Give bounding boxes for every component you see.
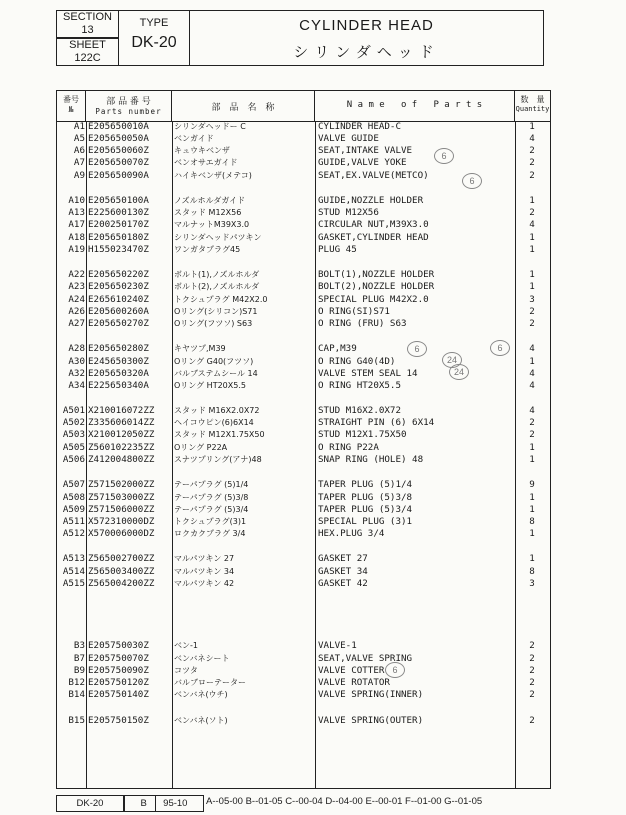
table-row <box>57 677 550 689</box>
table-row <box>57 318 550 330</box>
quantity: 1 <box>529 281 535 292</box>
quantity: 2 <box>529 306 535 317</box>
table-header <box>57 91 550 122</box>
part-no: A509 <box>62 504 85 515</box>
table-row <box>57 306 550 318</box>
quantity: 1 <box>529 121 535 132</box>
part-no: B12 <box>68 677 85 688</box>
part-name-en: BOLT(1),NOZZLE HOLDER <box>318 269 435 280</box>
part-name-jp: ヘイコウピン(6)6X14 <box>174 418 254 427</box>
quantity: 2 <box>529 677 535 688</box>
handwritten-note: 6 <box>490 340 510 356</box>
quantity: 2 <box>529 417 535 428</box>
sheet-label: SHEET <box>69 39 106 51</box>
col-name-jp-label: 部 品 名 称 <box>211 103 275 113</box>
part-no: A514 <box>62 566 85 577</box>
part-number: Z565004200ZZ <box>88 578 155 589</box>
part-no: A22 <box>68 269 85 280</box>
part-no: A501 <box>62 405 85 416</box>
footer-model: DK-20 <box>56 795 124 812</box>
handwritten-note: 6 <box>385 662 405 678</box>
part-name-jp: テーパプラグ (5)1/4 <box>174 480 249 489</box>
part-number: E205650270Z <box>88 318 149 329</box>
part-name-en: VALVE ROTATOR <box>318 677 390 688</box>
part-name-jp: スタッド M16X2.0X72 <box>174 406 260 415</box>
table-row <box>57 429 550 441</box>
part-name-jp: マルパツキン 34 <box>174 567 235 576</box>
part-name-en: CYLINDER HEAD-C <box>318 121 401 132</box>
part-no: A513 <box>62 553 85 564</box>
part-number: X570006000DZ <box>88 528 155 539</box>
table-row <box>57 368 550 380</box>
part-name-jp: ロクカクプラグ 3/4 <box>174 529 246 538</box>
quantity: 1 <box>529 528 535 539</box>
table-row <box>57 244 550 256</box>
part-number: E205600260A <box>88 306 149 317</box>
part-name-jp: ノズルホルダガイド <box>174 196 246 205</box>
part-name-jp: Oリング P22A <box>174 443 228 452</box>
part-number: E265610240Z <box>88 294 149 305</box>
table-row <box>57 528 550 540</box>
part-no: A34 <box>68 380 85 391</box>
type-box <box>118 10 190 66</box>
part-name-jp: シリンダヘッドパツキン <box>174 233 262 242</box>
part-name-jp: シリンダヘッドー C <box>174 122 246 131</box>
table-row <box>57 640 550 652</box>
col-qty-jp: 数 量 <box>520 95 545 104</box>
quantity: 1 <box>529 504 535 515</box>
part-name-jp: マルパツキン 42 <box>174 579 235 588</box>
footer-revision <box>124 795 204 812</box>
quantity: 2 <box>529 157 535 168</box>
part-name-jp: Oリング G40(フツソ) <box>174 357 254 366</box>
part-name-jp: ベンバネ(ウチ) <box>174 690 228 699</box>
handwritten-note: 6 <box>462 173 482 189</box>
part-number: E225650340A <box>88 380 149 391</box>
table-row <box>57 219 550 231</box>
part-number: X210012050ZZ <box>88 429 155 440</box>
table-row <box>57 665 550 677</box>
part-number: Z571506000ZZ <box>88 504 155 515</box>
part-number: E205650070Z <box>88 157 149 168</box>
table-row <box>57 294 550 306</box>
section-value: 13 <box>81 24 94 36</box>
part-name-en: SPECIAL PLUG (3)1 <box>318 516 413 527</box>
part-name-en: GASKET 34 <box>318 566 368 577</box>
quantity: 9 <box>529 479 535 490</box>
table-row <box>57 207 550 219</box>
part-number: E205650010A <box>88 121 149 132</box>
part-name-jp: キヤツプ,M39 <box>174 344 226 353</box>
part-no: A1 <box>73 121 85 132</box>
part-no: A10 <box>68 195 85 206</box>
quantity: 4 <box>529 380 535 391</box>
table-row <box>57 356 550 368</box>
table-row <box>57 653 550 665</box>
quantity: 4 <box>529 343 535 354</box>
part-name-en: STUD M12X1.75X50 <box>318 429 407 440</box>
part-no: A512 <box>62 528 85 539</box>
quantity: 1 <box>529 492 535 503</box>
part-name-jp: スタッド M12X1.75X50 <box>174 430 265 439</box>
quantity: 2 <box>529 715 535 726</box>
part-name-en: GASKET,CYLINDER HEAD <box>318 232 429 243</box>
part-number: E205650060Z <box>88 145 149 156</box>
part-name-jp: ボルト(1),ノズルホルダ <box>174 270 260 279</box>
part-number: Z412004800ZZ <box>88 454 155 465</box>
col-name-jp <box>172 91 315 121</box>
part-name-en: O RING (FRU) S63 <box>318 318 407 329</box>
part-no: A507 <box>62 479 85 490</box>
part-name-en: VALVE-1 <box>318 640 357 651</box>
part-name-en: SEAT,VALVE SPRING <box>318 653 413 664</box>
part-number: E205650220Z <box>88 269 149 280</box>
quantity: 8 <box>529 516 535 527</box>
part-name-jp: ベンバネ(ソト) <box>174 716 228 725</box>
col-name-en <box>315 91 515 121</box>
part-no: A32 <box>68 368 85 379</box>
part-name-en: STUD M16X2.0X72 <box>318 405 401 416</box>
part-name-jp: ベンバネシート <box>174 654 230 663</box>
quantity: 1 <box>529 442 535 453</box>
part-name-jp: コツタ <box>174 666 198 675</box>
quantity: 2 <box>529 640 535 651</box>
part-name-jp: バルブローテーター <box>174 678 246 687</box>
part-name-jp: マルパツキン 27 <box>174 554 235 563</box>
part-name-en: VALVE COTTER <box>318 665 385 676</box>
quantity: 2 <box>529 318 535 329</box>
part-name-jp: トクシュプラグ M42X2.0 <box>174 295 268 304</box>
part-name-en: HEX.PLUG 3/4 <box>318 528 385 539</box>
table-row <box>57 504 550 516</box>
footer-revision-list: A--05-00 B--01-05 C--00-04 D--04-00 E--00-01 F--01-00 G--01-05 <box>206 796 483 807</box>
part-no: A503 <box>62 429 85 440</box>
quantity: 1 <box>529 232 535 243</box>
part-name-en: O RING P22A <box>318 442 379 453</box>
part-number: X572310000DZ <box>88 516 155 527</box>
part-name-en: GUIDE,VALVE YOKE <box>318 157 407 168</box>
col-pn-jp: 部 品 番 号 <box>106 97 151 107</box>
quantity: 3 <box>529 578 535 589</box>
part-name-en: O RING HT20X5.5 <box>318 380 401 391</box>
part-number: E205750030Z <box>88 640 149 651</box>
table-row <box>57 454 550 466</box>
part-number: E225600130Z <box>88 207 149 218</box>
section-label: SECTION <box>63 11 112 23</box>
sheet-value: 122C <box>74 52 101 64</box>
part-no: A24 <box>68 294 85 305</box>
type-label: TYPE <box>139 17 169 29</box>
part-no: A515 <box>62 578 85 589</box>
quantity: 4 <box>529 133 535 144</box>
part-name-jp: バルブステムシール 14 <box>174 369 258 378</box>
table-row <box>57 492 550 504</box>
table-row <box>57 578 550 590</box>
table-row <box>57 157 550 169</box>
table-row <box>57 417 550 429</box>
part-name-jp: スナツプリング(アナ)48 <box>174 455 262 464</box>
part-name-en: SNAP RING (HOLE) 48 <box>318 454 424 465</box>
part-number: Z560102235ZZ <box>88 442 155 453</box>
table-row <box>57 380 550 392</box>
part-name-jp: Oリング HT20X5.5 <box>174 381 246 390</box>
part-no: A26 <box>68 306 85 317</box>
quantity: 1 <box>529 244 535 255</box>
part-name-en: VALVE STEM SEAL 14 <box>318 368 418 379</box>
table-row <box>57 269 550 281</box>
quantity: 2 <box>529 207 535 218</box>
part-number: Z335606014ZZ <box>88 417 155 428</box>
table-row <box>57 195 550 207</box>
quantity: 3 <box>529 294 535 305</box>
quantity: 1 <box>529 195 535 206</box>
part-name-en: GUIDE,NOZZLE HOLDER <box>318 195 424 206</box>
table-row <box>57 715 550 727</box>
table-row <box>57 121 550 133</box>
parts-table <box>56 90 551 789</box>
part-name-jp: Oリング(シリコン)S71 <box>174 307 258 316</box>
part-name-en: TAPER PLUG (5)3/4 <box>318 504 413 515</box>
part-name-en: O RING G40(4D) <box>318 356 396 367</box>
page-title-en: CYLINDER HEAD <box>299 17 434 34</box>
table-row <box>57 479 550 491</box>
part-number: E205750090Z <box>88 665 149 676</box>
part-no: A23 <box>68 281 85 292</box>
part-no: A27 <box>68 318 85 329</box>
part-no: A7 <box>73 157 85 168</box>
part-number: H155023470Z <box>88 244 149 255</box>
handwritten-note: 24 <box>442 352 462 368</box>
part-number: E205750070Z <box>88 653 149 664</box>
col-part-number <box>86 91 172 121</box>
quantity: 4 <box>529 405 535 416</box>
table-row <box>57 442 550 454</box>
part-name-jp: テーパプラグ (5)3/8 <box>174 493 249 502</box>
quantity: 8 <box>529 566 535 577</box>
part-name-en: SPECIAL PLUG M42X2.0 <box>318 294 429 305</box>
part-name-jp: ベンガイド <box>174 134 214 143</box>
part-name-en: VALVE SPRING(INNER) <box>318 689 424 700</box>
handwritten-note: 6 <box>434 148 454 164</box>
part-name-en: SEAT,INTAKE VALVE <box>318 145 413 156</box>
quantity: 2 <box>529 689 535 700</box>
part-name-jp: ボルト(2),ノズルホルダ <box>174 282 260 291</box>
part-number: Z571503000ZZ <box>88 492 155 503</box>
table-row <box>57 516 550 528</box>
part-name-en: PLUG 45 <box>318 244 357 255</box>
part-number: E205750140Z <box>88 689 149 700</box>
part-no: A508 <box>62 492 85 503</box>
part-no: A506 <box>62 454 85 465</box>
part-no: A13 <box>68 207 85 218</box>
part-name-en: GASKET 42 <box>318 578 368 589</box>
part-no: A505 <box>62 442 85 453</box>
quantity: 2 <box>529 170 535 181</box>
type-value: DK-20 <box>131 34 177 51</box>
table-row <box>57 553 550 565</box>
col-name-en-label: N a m e o f P a r t s <box>346 100 483 110</box>
part-number: Z571502000ZZ <box>88 479 155 490</box>
part-no: B9 <box>73 665 85 676</box>
part-no: A5 <box>73 133 85 144</box>
col-no-jp: 番号 <box>63 95 79 104</box>
part-name-jp: スタッド M12X56 <box>174 208 242 217</box>
table-row <box>57 566 550 578</box>
part-no: A17 <box>68 219 85 230</box>
quantity: 4 <box>529 219 535 230</box>
part-name-en: CAP,M39 <box>318 343 357 354</box>
quantity: 2 <box>529 145 535 156</box>
part-name-jp: ワンガタプラグ45 <box>174 245 241 254</box>
quantity: 2 <box>529 429 535 440</box>
part-number: E200250170Z <box>88 219 149 230</box>
part-name-en: STRAIGHT PIN (6) 6X14 <box>318 417 435 428</box>
part-number: E205650230Z <box>88 281 149 292</box>
col-qty <box>515 91 550 121</box>
part-name-en: STUD M12X56 <box>318 207 379 218</box>
quantity: 1 <box>529 356 535 367</box>
part-no: A28 <box>68 343 85 354</box>
part-no: A9 <box>73 170 85 181</box>
part-number: E205650180Z <box>88 232 149 243</box>
section-box <box>56 10 118 38</box>
part-name-jp: ベン-1 <box>174 641 198 650</box>
part-number: E205650320A <box>88 368 149 379</box>
quantity: 2 <box>529 653 535 664</box>
part-no: A511 <box>62 516 85 527</box>
part-number: Z565002700ZZ <box>88 553 155 564</box>
col-no <box>57 91 86 121</box>
part-name-jp: キュウキベンザ <box>174 146 230 155</box>
part-name-en: O RING(SI)S71 <box>318 306 390 317</box>
part-name-jp: トクシュプラグ(3)1 <box>174 517 247 526</box>
part-name-en: VALVE SPRING(OUTER) <box>318 715 424 726</box>
part-number: X210016072ZZ <box>88 405 155 416</box>
part-name-en: TAPER PLUG (5)1/4 <box>318 479 413 490</box>
part-name-jp: ベンオサエガイド <box>174 158 238 167</box>
table-row <box>57 145 550 157</box>
page-title-jp: シリンダヘッド <box>293 43 440 61</box>
table-row <box>57 343 550 355</box>
handwritten-note: 24 <box>449 364 469 380</box>
part-no: A19 <box>68 244 85 255</box>
part-name-en: SEAT,EX.VALVE(METCO) <box>318 170 429 181</box>
quantity: 1 <box>529 454 535 465</box>
table-row <box>57 281 550 293</box>
part-number: E205750150Z <box>88 715 149 726</box>
part-number: Z565003400ZZ <box>88 566 155 577</box>
part-no: B7 <box>73 653 85 664</box>
part-name-en: BOLT(2),NOZZLE HOLDER <box>318 281 435 292</box>
part-no: A6 <box>73 145 85 156</box>
part-name-en: GASKET 27 <box>318 553 368 564</box>
part-number: E205650280Z <box>88 343 149 354</box>
part-no: A502 <box>62 417 85 428</box>
part-name-en: CIRCULAR NUT,M39X3.0 <box>318 219 429 230</box>
quantity: 1 <box>529 269 535 280</box>
table-row <box>57 232 550 244</box>
part-name-en: TAPER PLUG (5)3/8 <box>318 492 413 503</box>
quantity: 1 <box>529 553 535 564</box>
part-name-en: VALVE GUIDE <box>318 133 379 144</box>
part-number: E205650090A <box>88 170 149 181</box>
part-name-jp: マルナットM39X3.0 <box>174 220 250 229</box>
col-pn-en: Parts number <box>95 107 162 116</box>
part-no: B14 <box>68 689 85 700</box>
part-no: B15 <box>68 715 85 726</box>
quantity: 4 <box>529 368 535 379</box>
col-no-sub: № <box>68 105 74 114</box>
table-row <box>57 133 550 145</box>
part-number: E205650050A <box>88 133 149 144</box>
col-qty-en: Quantity <box>515 105 550 113</box>
part-name-jp: テーパプラグ (5)3/4 <box>174 505 249 514</box>
footer-rev-date: 95-10 <box>163 798 188 809</box>
part-number: E205750120Z <box>88 677 149 688</box>
table-row <box>57 689 550 701</box>
quantity: 2 <box>529 665 535 676</box>
table-row <box>57 405 550 417</box>
title-box <box>190 10 544 66</box>
part-number: E205650100A <box>88 195 149 206</box>
sheet-box <box>56 38 118 66</box>
part-no: A18 <box>68 232 85 243</box>
footer-rev-letter: B <box>140 798 147 809</box>
part-name-jp: Oリング(フツソ) S63 <box>174 319 253 328</box>
handwritten-note: 6 <box>407 341 427 357</box>
part-no: A30 <box>68 356 85 367</box>
part-name-jp: ハイキベンザ(メテコ) <box>174 171 252 180</box>
part-number: E245650300Z <box>88 356 149 367</box>
part-no: B3 <box>73 640 85 651</box>
